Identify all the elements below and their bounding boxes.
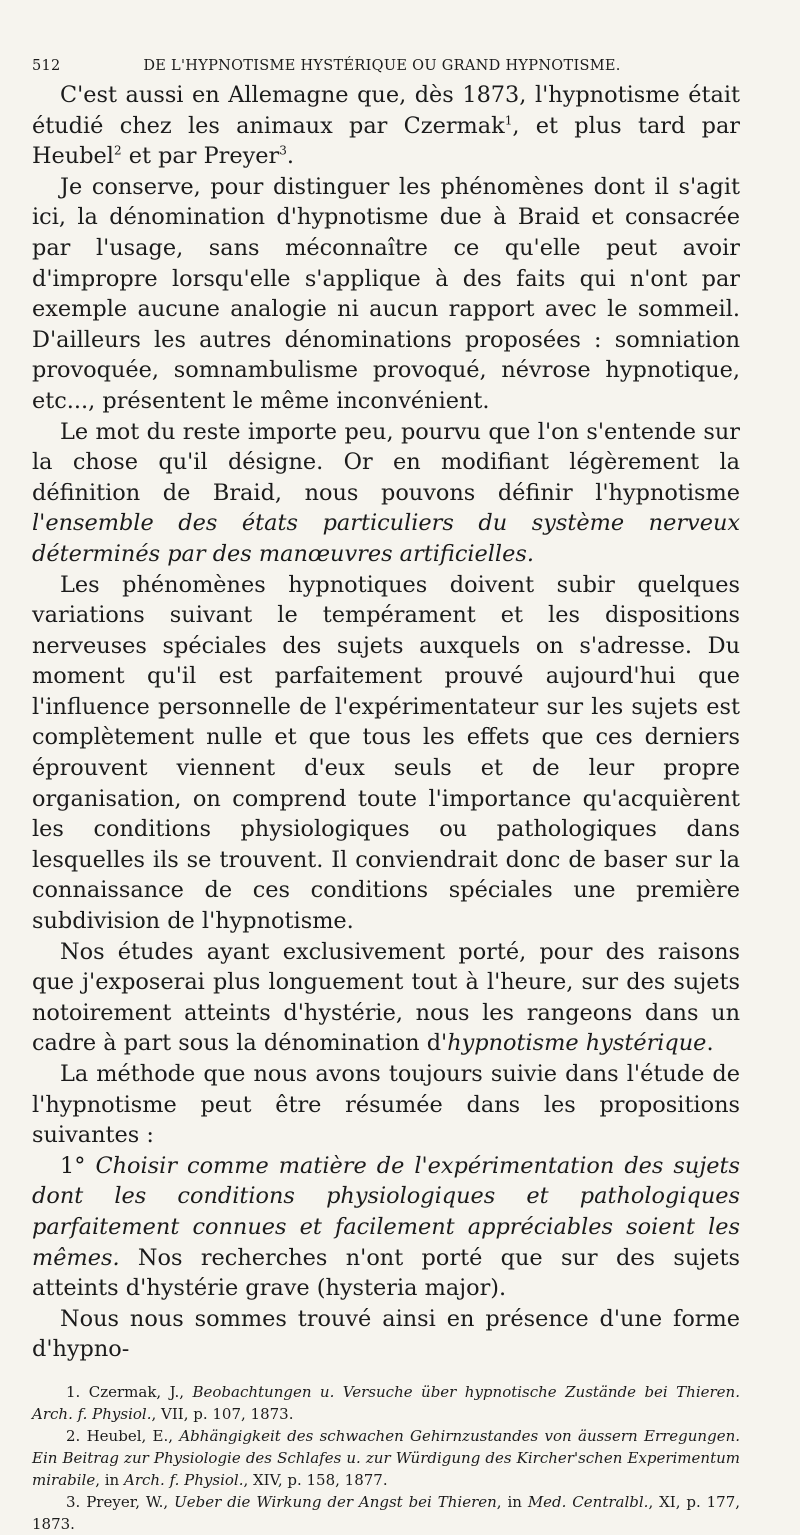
- main-text: [32, 80, 740, 1365]
- paragraph: [32, 172, 740, 417]
- text-run: Les phénomènes hypnotiques doivent subir quelques variations suivant le tempérament et les dispositions nerveuses spéciales des sujets auxquels on s'adresse. Du moment qu'il est parfaitement prouvé aujourd'hui que l'influence personnelle de l'expérimentateur sur les sujets est complètement nulle et que tous les effets que ces derniers éprouvent viennent d'eux seuls et de leur propre organisation, on comprend toute l'importance qu'acquièrent les conditions physiologiques ou pathologiques dans lesquelles ils se trouvent. Il conviendrait donc de baser sur la connaissance de ces conditions spéciales une première subdivision de l'hypnotisme.: [32, 571, 740, 935]
- paragraph: [32, 1059, 740, 1151]
- book-page: [32, 58, 740, 1535]
- text-run: , in: [95, 1470, 124, 1489]
- running-head: DE L'HYPNOTISME HYSTÉRIQUE OU GRAND HYPNOTISME.: [143, 58, 621, 74]
- text-run: , et plus tard par Heubel: [32, 112, 740, 170]
- text-run: , VII, p. 107, 1873.: [151, 1404, 294, 1423]
- text-run: 1. Czermak, J.,: [66, 1382, 193, 1401]
- footnote: [32, 1381, 740, 1425]
- page-number: 512: [32, 58, 61, 74]
- italic-text: Arch. f. Physiol.: [123, 1470, 244, 1489]
- paragraph: [32, 417, 740, 570]
- page-header: [32, 58, 740, 74]
- footnote: [32, 1491, 740, 1535]
- footnotes: [32, 1381, 740, 1535]
- paragraph: [32, 937, 740, 1059]
- text-run: La méthode que nous avons toujours suivie dans l'étude de l'hypnotisme peut être résumée dans les propositions suivantes :: [32, 1061, 740, 1149]
- italic-text: l'ensemble des états particuliers du système nerveux déterminés par des manœuvres artificielles.: [32, 510, 740, 567]
- italic-text: Ueber die Wirkung der Angst bei Thieren: [174, 1492, 497, 1511]
- text-run: , in: [496, 1492, 528, 1511]
- text-run: .: [706, 1030, 714, 1057]
- italic-text: hypnotisme hystérique: [447, 1030, 707, 1057]
- italic-text: Choisir comme matière de l'expérimentation des sujets dont les conditions physiologiques et pathologiques parfaitement connues et facilement appréciables soient les mêmes.: [32, 1152, 741, 1271]
- text-run: Je conserve, pour distinguer les phénomènes dont il s'agit ici, la dénomination d'hypnotisme due à Braid et consacrée par l'usage, sans méconnaître ce qu'elle peut avoir d'impropre lorsqu'elle s'applique à des faits qui n'ont par exemple aucune analogie ni aucun rapport avec le sommeil. D'ailleurs les autres dénominations proposées : somniation provoquée, somnambulisme provoqué, névrose hypnotique, etc..., présentent le même inconvénient.: [32, 173, 740, 414]
- footnote-ref: 1: [504, 113, 513, 128]
- text-run: .: [286, 143, 294, 170]
- text-run: Nous nous sommes trouvé ainsi en présence d'une forme d'hypno-: [32, 1305, 740, 1363]
- text-run: Nos études ayant exclusivement porté, pour des raisons que j'exposerai plus longuement tout à l'heure, sur des sujets notoirement atteints d'hystérie, nous les rangeons dans un cadre à part sous la dénomination d': [32, 938, 740, 1057]
- paragraph: [32, 1304, 740, 1365]
- footnote-ref: 2: [113, 143, 122, 158]
- footnote-ref: 3: [279, 143, 287, 158]
- paragraph: [32, 1151, 740, 1304]
- paragraph: [32, 570, 740, 937]
- text-run: et par Preyer: [121, 143, 280, 170]
- text-run: C'est aussi en Allemagne que, dès 1873, l'hypnotisme était étudié chez les animaux par Czermak: [32, 82, 740, 139]
- text-run: 2. Heubel, E.,: [66, 1426, 180, 1445]
- text-run: , XI, p. 177, 1873.: [32, 1492, 741, 1533]
- text-run: 1°: [60, 1152, 96, 1179]
- text-run: 3. Preyer, W.,: [66, 1492, 175, 1511]
- paragraph: [32, 80, 740, 172]
- italic-text: Beobachtungen u. Versuche über hypnotische Zustände bei Thieren. Arch. f. Physiol.: [32, 1382, 740, 1423]
- text-run: Le mot du reste importe peu, pourvu que l'on s'entende sur la chose qu'il désigne. Or en modifiant légèrement la définition de Braid, nous pouvons définir l'hypnotisme: [32, 418, 740, 506]
- footnote: [32, 1425, 740, 1491]
- italic-text: Abhängigkeit des schwachen Gehirnzustandes von äussern Erregungen. Ein Beitrag zur Physiologie des Schlafes u. zur Würdigung des Kircher'schen Experimentum mirabile: [32, 1426, 740, 1489]
- italic-text: Med. Centralbl.: [527, 1492, 649, 1511]
- text-run: , XIV, p. 158, 1877.: [243, 1470, 388, 1489]
- text-run: Nos recherches n'ont porté que sur des sujets atteints d'hystérie grave (hysteria major).: [32, 1244, 740, 1302]
